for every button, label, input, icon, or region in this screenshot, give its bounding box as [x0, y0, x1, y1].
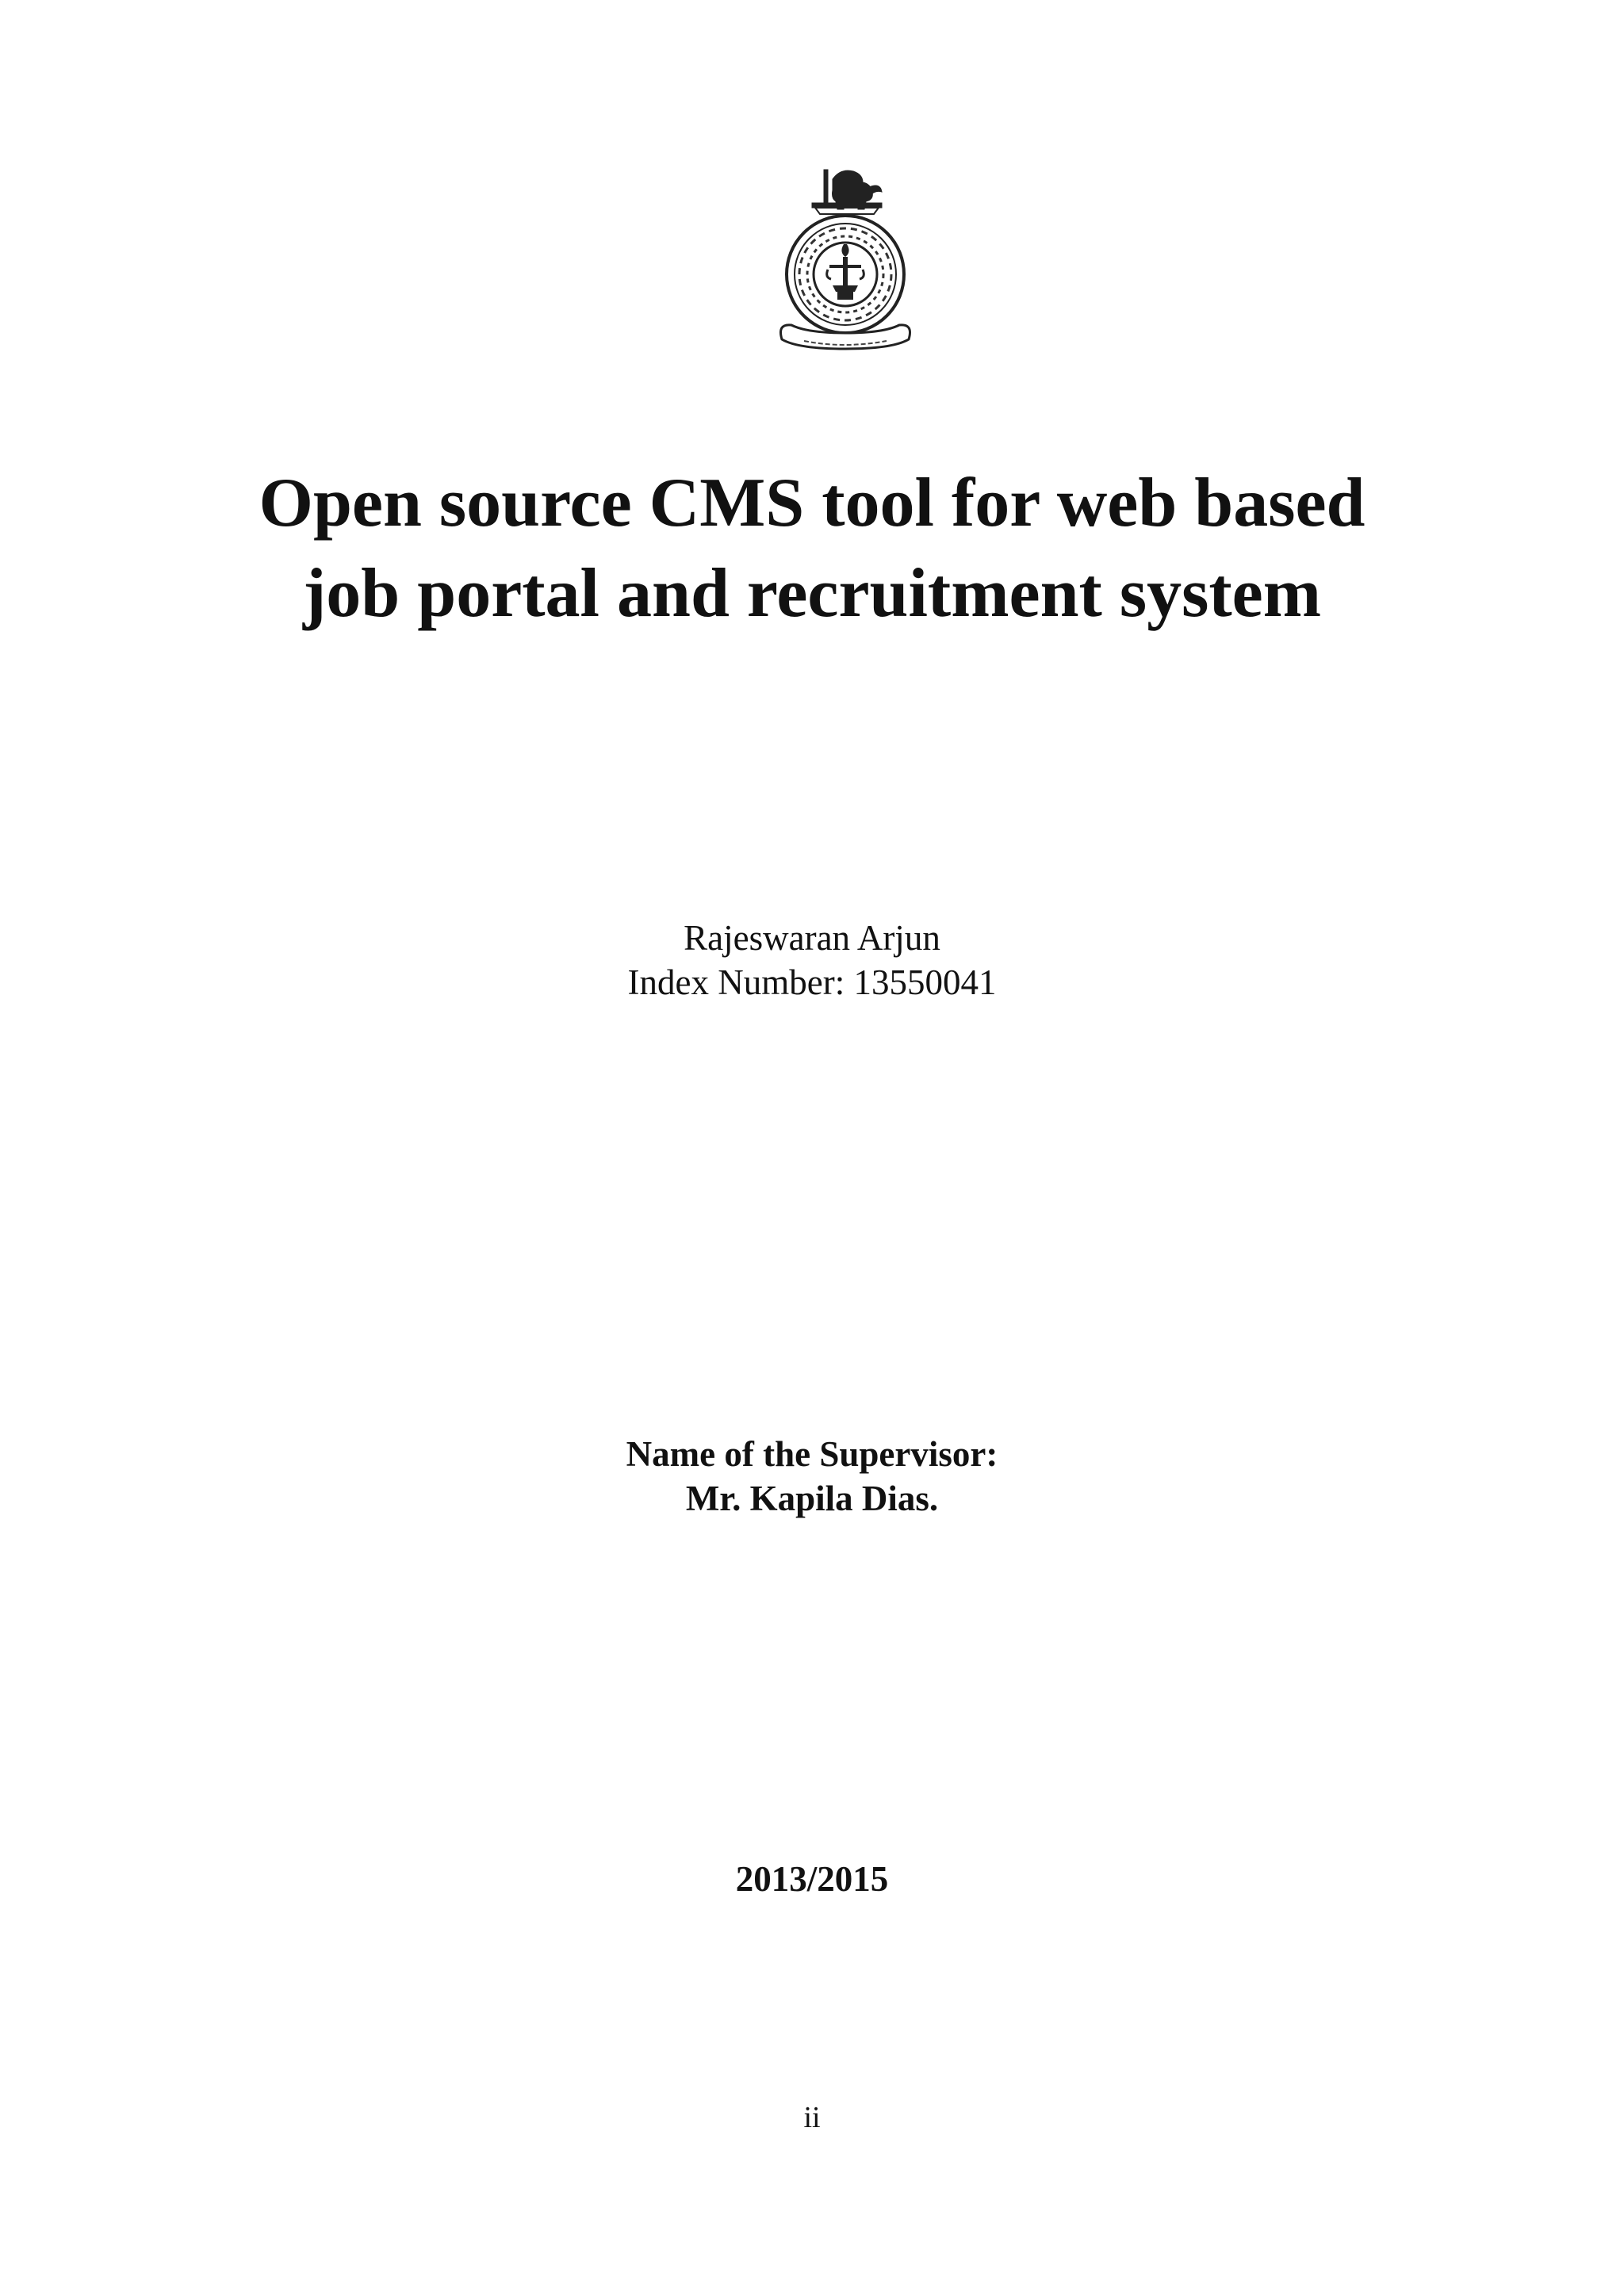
supervisor-heading: Name of the Supervisor:	[626, 1434, 998, 1474]
document-title	[159, 458, 1465, 639]
title-line-2: job portal and recruitment system	[303, 555, 1321, 632]
supervisor-block	[0, 1432, 1624, 1521]
title-line-1: Open source CMS tool for web based	[259, 465, 1365, 541]
index-number: Index Number: 13550041	[627, 962, 997, 1002]
university-crest-icon	[764, 155, 927, 365]
author-name: Rajeswaran Arjun	[684, 918, 940, 958]
academic-year: 2013/2015	[735, 1859, 889, 1899]
supervisor-name: Mr. Kapila Dias.	[685, 1479, 939, 1518]
author-block	[0, 916, 1624, 1004]
page-number: ii	[803, 2101, 821, 2134]
